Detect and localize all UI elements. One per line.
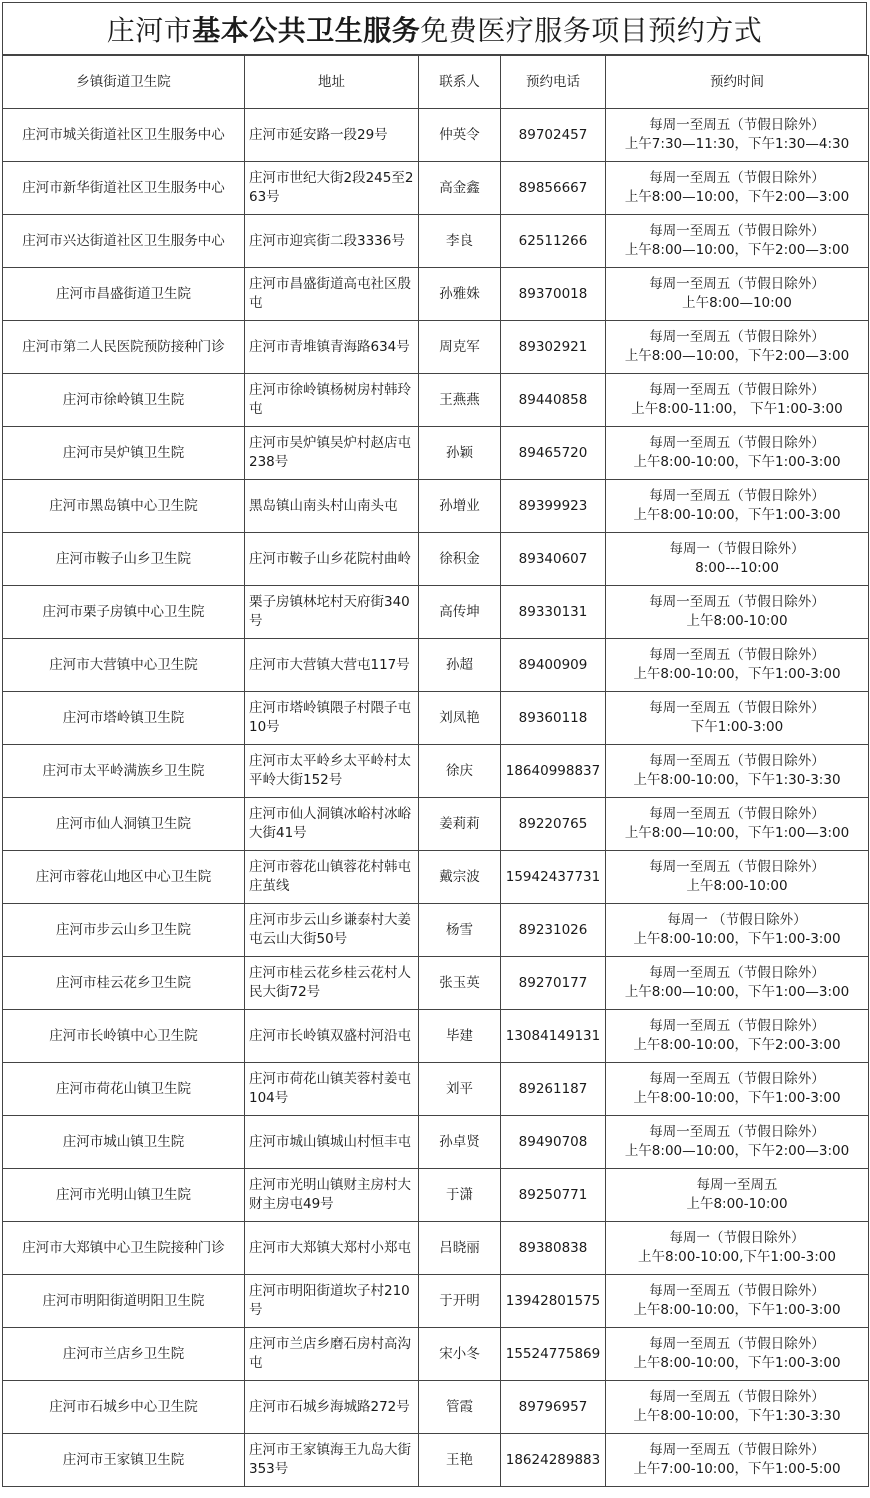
- time-cell: [606, 1434, 869, 1487]
- contact-cell: 高传坤: [419, 586, 501, 639]
- table-row: [3, 1328, 869, 1381]
- table-row: [3, 1063, 869, 1116]
- time-cell: [606, 745, 869, 798]
- table-row: [3, 480, 869, 533]
- address-cell: 庄河市明阳街道坎子村210号: [245, 1275, 419, 1328]
- address-cell: 庄河市大营镇大营屯117号: [245, 639, 419, 692]
- phone-cell: 89270177: [501, 957, 606, 1010]
- time-line: 每周一（节假日除外）: [669, 1230, 805, 1246]
- appointment-table: [2, 55, 869, 1487]
- contact-cell: 孙增业: [419, 480, 501, 533]
- table-row: [3, 1010, 869, 1063]
- time-line: 每周一至周五（节假日除外）: [649, 117, 825, 133]
- time-line: 上午8:00—10:00: [682, 295, 792, 311]
- contact-cell: 于开明: [419, 1275, 501, 1328]
- time-line: 每周一（节假日除外）: [669, 541, 805, 557]
- clinic-name-cell: 庄河市光明山镇卫生院: [3, 1169, 245, 1222]
- address-cell: 庄河市青堆镇青海路634号: [245, 321, 419, 374]
- address-cell: 庄河市城山镇城山村恒丰屯: [245, 1116, 419, 1169]
- time-line: 上午8:00-10:00，下午2:00-3:00: [633, 1037, 841, 1053]
- contact-cell: 吕晓丽: [419, 1222, 501, 1275]
- address-cell: 庄河市昌盛街道高屯社区殷屯: [245, 268, 419, 321]
- table-row: [3, 268, 869, 321]
- table-row: [3, 321, 869, 374]
- time-line: 每周一至周五（节假日除外）: [649, 1389, 825, 1405]
- time-cell: [606, 374, 869, 427]
- clinic-name-cell: 庄河市栗子房镇中心卫生院: [3, 586, 245, 639]
- title-part-1: 庄河市: [106, 13, 193, 47]
- table-row: [3, 1116, 869, 1169]
- clinic-name-cell: 庄河市王家镇卫生院: [3, 1434, 245, 1487]
- contact-cell: 王艳: [419, 1434, 501, 1487]
- time-line: 上午8:00-11:00， 下午1:00-3:00: [631, 401, 843, 417]
- contact-cell: 周克军: [419, 321, 501, 374]
- address-cell: 黑岛镇山南头村山南头屯: [245, 480, 419, 533]
- time-line: 下午1:00-3:00: [690, 719, 784, 735]
- address-cell: 庄河市徐岭镇杨树房村韩玲屯: [245, 374, 419, 427]
- header-address: 地址: [245, 56, 419, 109]
- contact-cell: 王燕燕: [419, 374, 501, 427]
- clinic-name-cell: 庄河市昌盛街道卫生院: [3, 268, 245, 321]
- table-row: [3, 533, 869, 586]
- time-cell: [606, 1116, 869, 1169]
- table-row: [3, 374, 869, 427]
- page-title: [107, 9, 763, 49]
- address-cell: 庄河市鞍子山乡花院村曲岭: [245, 533, 419, 586]
- phone-cell: 15942437731: [501, 851, 606, 904]
- contact-cell: 孙颖: [419, 427, 501, 480]
- clinic-name-cell: 庄河市兰店乡卫生院: [3, 1328, 245, 1381]
- time-cell: [606, 1275, 869, 1328]
- time-line: 每周一至周五（节假日除外）: [649, 1071, 825, 1087]
- time-line: 上午8:00-10:00，下午1:00-3:00: [633, 1355, 841, 1371]
- clinic-name-cell: 庄河市荷花山镇卫生院: [3, 1063, 245, 1116]
- time-cell: [606, 1328, 869, 1381]
- clinic-name-cell: 庄河市鞍子山乡卫生院: [3, 533, 245, 586]
- clinic-name-cell: 庄河市塔岭镇卫生院: [3, 692, 245, 745]
- address-cell: 庄河市世纪大街2段245至263号: [245, 162, 419, 215]
- time-cell: [606, 904, 869, 957]
- phone-cell: 89796957: [501, 1381, 606, 1434]
- header-phone: 预约电话: [501, 56, 606, 109]
- phone-cell: 89370018: [501, 268, 606, 321]
- table-row: [3, 586, 869, 639]
- contact-cell: 宋小冬: [419, 1328, 501, 1381]
- time-line: 上午8:00—10:00，下午2:00—3:00: [624, 1143, 850, 1159]
- time-cell: [606, 427, 869, 480]
- time-line: 上午8:00—10:00，下午2:00—3:00: [624, 348, 850, 364]
- clinic-name-cell: 庄河市明阳街道明阳卫生院: [3, 1275, 245, 1328]
- address-cell: 庄河市王家镇海王九岛大街353号: [245, 1434, 419, 1487]
- time-line: 每周一至周五: [696, 1177, 778, 1193]
- time-line: 上午8:00-10:00,下午1:00-3:00: [638, 1249, 836, 1265]
- phone-cell: 89261187: [501, 1063, 606, 1116]
- phone-cell: 89360118: [501, 692, 606, 745]
- phone-cell: 18624289883: [501, 1434, 606, 1487]
- time-line: 上午8:00—10:00，下午2:00—3:00: [624, 242, 850, 258]
- time-line: 上午8:00-10:00，下午1:00-3:00: [633, 454, 841, 470]
- time-cell: [606, 162, 869, 215]
- phone-cell: 89302921: [501, 321, 606, 374]
- table-row: [3, 1275, 869, 1328]
- address-cell: 庄河市仙人洞镇冰峪村冰峪大街41号: [245, 798, 419, 851]
- time-cell: [606, 692, 869, 745]
- table-title-row: [2, 2, 867, 55]
- table-row: [3, 427, 869, 480]
- time-cell: [606, 215, 869, 268]
- phone-cell: 62511266: [501, 215, 606, 268]
- time-line: 上午8:00—10:00，下午1:00—3:00: [624, 984, 850, 1000]
- time-line: 每周一至周五（节假日除外）: [649, 965, 825, 981]
- clinic-name-cell: 庄河市城关街道社区卫生服务中心: [3, 109, 245, 162]
- phone-cell: 18640998837: [501, 745, 606, 798]
- contact-cell: 于潇: [419, 1169, 501, 1222]
- address-cell: 庄河市塔岭镇隈子村隈子屯10号: [245, 692, 419, 745]
- table-row: [3, 109, 869, 162]
- contact-cell: 戴宗波: [419, 851, 501, 904]
- contact-cell: 毕建: [419, 1010, 501, 1063]
- address-cell: 庄河市石城乡海城路272号: [245, 1381, 419, 1434]
- address-cell: 庄河市迎宾街二段3336号: [245, 215, 419, 268]
- address-cell: 庄河市蓉花山镇蓉花村韩屯庄茧线: [245, 851, 419, 904]
- phone-cell: 13084149131: [501, 1010, 606, 1063]
- contact-cell: 管霞: [419, 1381, 501, 1434]
- table-row: [3, 1169, 869, 1222]
- table-row: [3, 1222, 869, 1275]
- contact-cell: 姜莉莉: [419, 798, 501, 851]
- table-row: [3, 692, 869, 745]
- phone-cell: 89400909: [501, 639, 606, 692]
- header-contact: 联系人: [419, 56, 501, 109]
- time-cell: [606, 1010, 869, 1063]
- clinic-name-cell: 庄河市太平岭满族乡卫生院: [3, 745, 245, 798]
- phone-cell: 13942801575: [501, 1275, 606, 1328]
- time-line: 每周一至周五（节假日除外）: [649, 806, 825, 822]
- clinic-name-cell: 庄河市第二人民医院预防接种门诊: [3, 321, 245, 374]
- address-cell: 庄河市步云山乡谦泰村大姜屯云山大街50号: [245, 904, 419, 957]
- contact-cell: 孙超: [419, 639, 501, 692]
- address-cell: 庄河市桂云花乡桂云花村人民大街72号: [245, 957, 419, 1010]
- contact-cell: 孙卓贤: [419, 1116, 501, 1169]
- contact-cell: 高金鑫: [419, 162, 501, 215]
- time-line: 每周一至周五（节假日除外）: [649, 1283, 825, 1299]
- time-line: 每周一至周五（节假日除外）: [649, 753, 825, 769]
- table-row: [3, 162, 869, 215]
- contact-cell: 杨雪: [419, 904, 501, 957]
- table-row: [3, 639, 869, 692]
- table-row: [3, 957, 869, 1010]
- time-cell: [606, 321, 869, 374]
- time-line: 每周一至周五（节假日除外）: [649, 223, 825, 239]
- phone-cell: 89490708: [501, 1116, 606, 1169]
- contact-cell: 孙雅姝: [419, 268, 501, 321]
- phone-cell: 15524775869: [501, 1328, 606, 1381]
- contact-cell: 仲英令: [419, 109, 501, 162]
- time-line: 每周一至周五（节假日除外）: [649, 170, 825, 186]
- time-line: 每周一至周五（节假日除外）: [649, 488, 825, 504]
- time-line: 每周一至周五（节假日除外）: [649, 1336, 825, 1352]
- clinic-name-cell: 庄河市徐岭镇卫生院: [3, 374, 245, 427]
- address-cell: 栗子房镇林坨村天府街340号: [245, 586, 419, 639]
- contact-cell: 张玉英: [419, 957, 501, 1010]
- table-row: [3, 745, 869, 798]
- clinic-name-cell: 庄河市蓉花山地区中心卫生院: [3, 851, 245, 904]
- address-cell: 庄河市兰店乡磨石房村高沟屯: [245, 1328, 419, 1381]
- clinic-name-cell: 庄河市桂云花乡卫生院: [3, 957, 245, 1010]
- time-cell: [606, 1169, 869, 1222]
- time-line: 上午8:00-10:00，下午1:00-3:00: [633, 931, 841, 947]
- time-line: 每周一至周五（节假日除外）: [649, 1018, 825, 1034]
- table-row: [3, 1381, 869, 1434]
- header-clinic: 乡镇街道卫生院: [3, 56, 245, 109]
- time-line: 上午7:30—11:30，下午1:30—4:30: [624, 136, 850, 152]
- contact-cell: 刘凤艳: [419, 692, 501, 745]
- contact-cell: 李良: [419, 215, 501, 268]
- time-cell: [606, 268, 869, 321]
- phone-cell: 89856667: [501, 162, 606, 215]
- time-line: 上午8:00-10:00: [686, 613, 788, 629]
- time-cell: [606, 851, 869, 904]
- time-cell: [606, 957, 869, 1010]
- contact-cell: 徐庆: [419, 745, 501, 798]
- time-line: 每周一至周五（节假日除外）: [649, 1442, 825, 1458]
- time-line: 上午8:00-10:00，下午1:00-3:00: [633, 1302, 841, 1318]
- title-part-2: 基本公共卫生服务: [192, 13, 421, 47]
- clinic-name-cell: 庄河市大郑镇中心卫生院接种门诊: [3, 1222, 245, 1275]
- phone-cell: 89340607: [501, 533, 606, 586]
- time-cell: [606, 533, 869, 586]
- time-cell: [606, 1222, 869, 1275]
- clinic-name-cell: 庄河市大营镇中心卫生院: [3, 639, 245, 692]
- clinic-name-cell: 庄河市石城乡中心卫生院: [3, 1381, 245, 1434]
- table-row: [3, 215, 869, 268]
- clinic-name-cell: 庄河市黑岛镇中心卫生院: [3, 480, 245, 533]
- clinic-name-cell: 庄河市长岭镇中心卫生院: [3, 1010, 245, 1063]
- clinic-name-cell: 庄河市吴炉镇卫生院: [3, 427, 245, 480]
- time-line: 每周一 （节假日除外）: [667, 912, 807, 928]
- time-line: 上午8:00—10:00，下午2:00—3:00: [624, 189, 850, 205]
- time-line: 每周一至周五（节假日除外）: [649, 859, 825, 875]
- time-line: 上午8:00-10:00，下午1:00-3:00: [633, 666, 841, 682]
- time-line: 上午8:00-10:00: [686, 1196, 788, 1212]
- table-row: [3, 798, 869, 851]
- address-cell: 庄河市长岭镇双盛村河沿屯: [245, 1010, 419, 1063]
- phone-cell: 89380838: [501, 1222, 606, 1275]
- time-line: 每周一至周五（节假日除外）: [649, 700, 825, 716]
- phone-cell: 89399923: [501, 480, 606, 533]
- time-cell: [606, 1063, 869, 1116]
- table-row: [3, 1434, 869, 1487]
- address-cell: 庄河市大郑镇大郑村小郑屯: [245, 1222, 419, 1275]
- time-cell: [606, 586, 869, 639]
- time-cell: [606, 639, 869, 692]
- address-cell: 庄河市延安路一段29号: [245, 109, 419, 162]
- address-cell: 庄河市吴炉镇吴炉村赵店屯238号: [245, 427, 419, 480]
- clinic-name-cell: 庄河市步云山乡卫生院: [3, 904, 245, 957]
- address-cell: 庄河市太平岭乡太平岭村太平岭大街152号: [245, 745, 419, 798]
- time-line: 上午8:00—10:00，下午1:00—3:00: [624, 825, 850, 841]
- header-row: [3, 56, 869, 109]
- phone-cell: 89330131: [501, 586, 606, 639]
- time-cell: [606, 109, 869, 162]
- contact-cell: 徐积金: [419, 533, 501, 586]
- time-line: 每周一至周五（节假日除外）: [649, 435, 825, 451]
- time-line: 每周一至周五（节假日除外）: [649, 647, 825, 663]
- time-line: 上午8:00-10:00: [686, 878, 788, 894]
- phone-cell: 89231026: [501, 904, 606, 957]
- address-cell: 庄河市荷花山镇芙蓉村姜屯104号: [245, 1063, 419, 1116]
- time-cell: [606, 480, 869, 533]
- clinic-name-cell: 庄河市仙人洞镇卫生院: [3, 798, 245, 851]
- time-line: 每周一至周五（节假日除外）: [649, 1124, 825, 1140]
- clinic-name-cell: 庄河市兴达街道社区卫生服务中心: [3, 215, 245, 268]
- time-line: 每周一至周五（节假日除外）: [649, 382, 825, 398]
- header-time: 预约时间: [606, 56, 869, 109]
- phone-cell: 89465720: [501, 427, 606, 480]
- phone-cell: 89220765: [501, 798, 606, 851]
- clinic-name-cell: 庄河市城山镇卫生院: [3, 1116, 245, 1169]
- time-cell: [606, 798, 869, 851]
- time-line: 上午8:00-10:00，下午1:30-3:30: [633, 1408, 841, 1424]
- title-part-3: 免费医疗服务项目预约方式: [420, 13, 763, 47]
- time-line: 每周一至周五（节假日除外）: [649, 329, 825, 345]
- time-line: 上午8:00-10:00，下午1:00-3:00: [633, 1090, 841, 1106]
- time-cell: [606, 1381, 869, 1434]
- time-line: 上午8:00-10:00，下午1:00-3:00: [633, 507, 841, 523]
- time-line: 每周一至周五（节假日除外）: [649, 276, 825, 292]
- time-line: 每周一至周五（节假日除外）: [649, 594, 825, 610]
- table-row: [3, 904, 869, 957]
- phone-cell: 89440858: [501, 374, 606, 427]
- time-line: 上午7:00-10:00，下午1:00-5:00: [633, 1461, 841, 1477]
- time-line: 8:00---10:00: [695, 560, 779, 576]
- clinic-name-cell: 庄河市新华街道社区卫生服务中心: [3, 162, 245, 215]
- table-row: [3, 851, 869, 904]
- phone-cell: 89702457: [501, 109, 606, 162]
- phone-cell: 89250771: [501, 1169, 606, 1222]
- contact-cell: 刘平: [419, 1063, 501, 1116]
- address-cell: 庄河市光明山镇财主房村大财主房屯49号: [245, 1169, 419, 1222]
- time-line: 上午8:00-10:00，下午1:30-3:30: [633, 772, 841, 788]
